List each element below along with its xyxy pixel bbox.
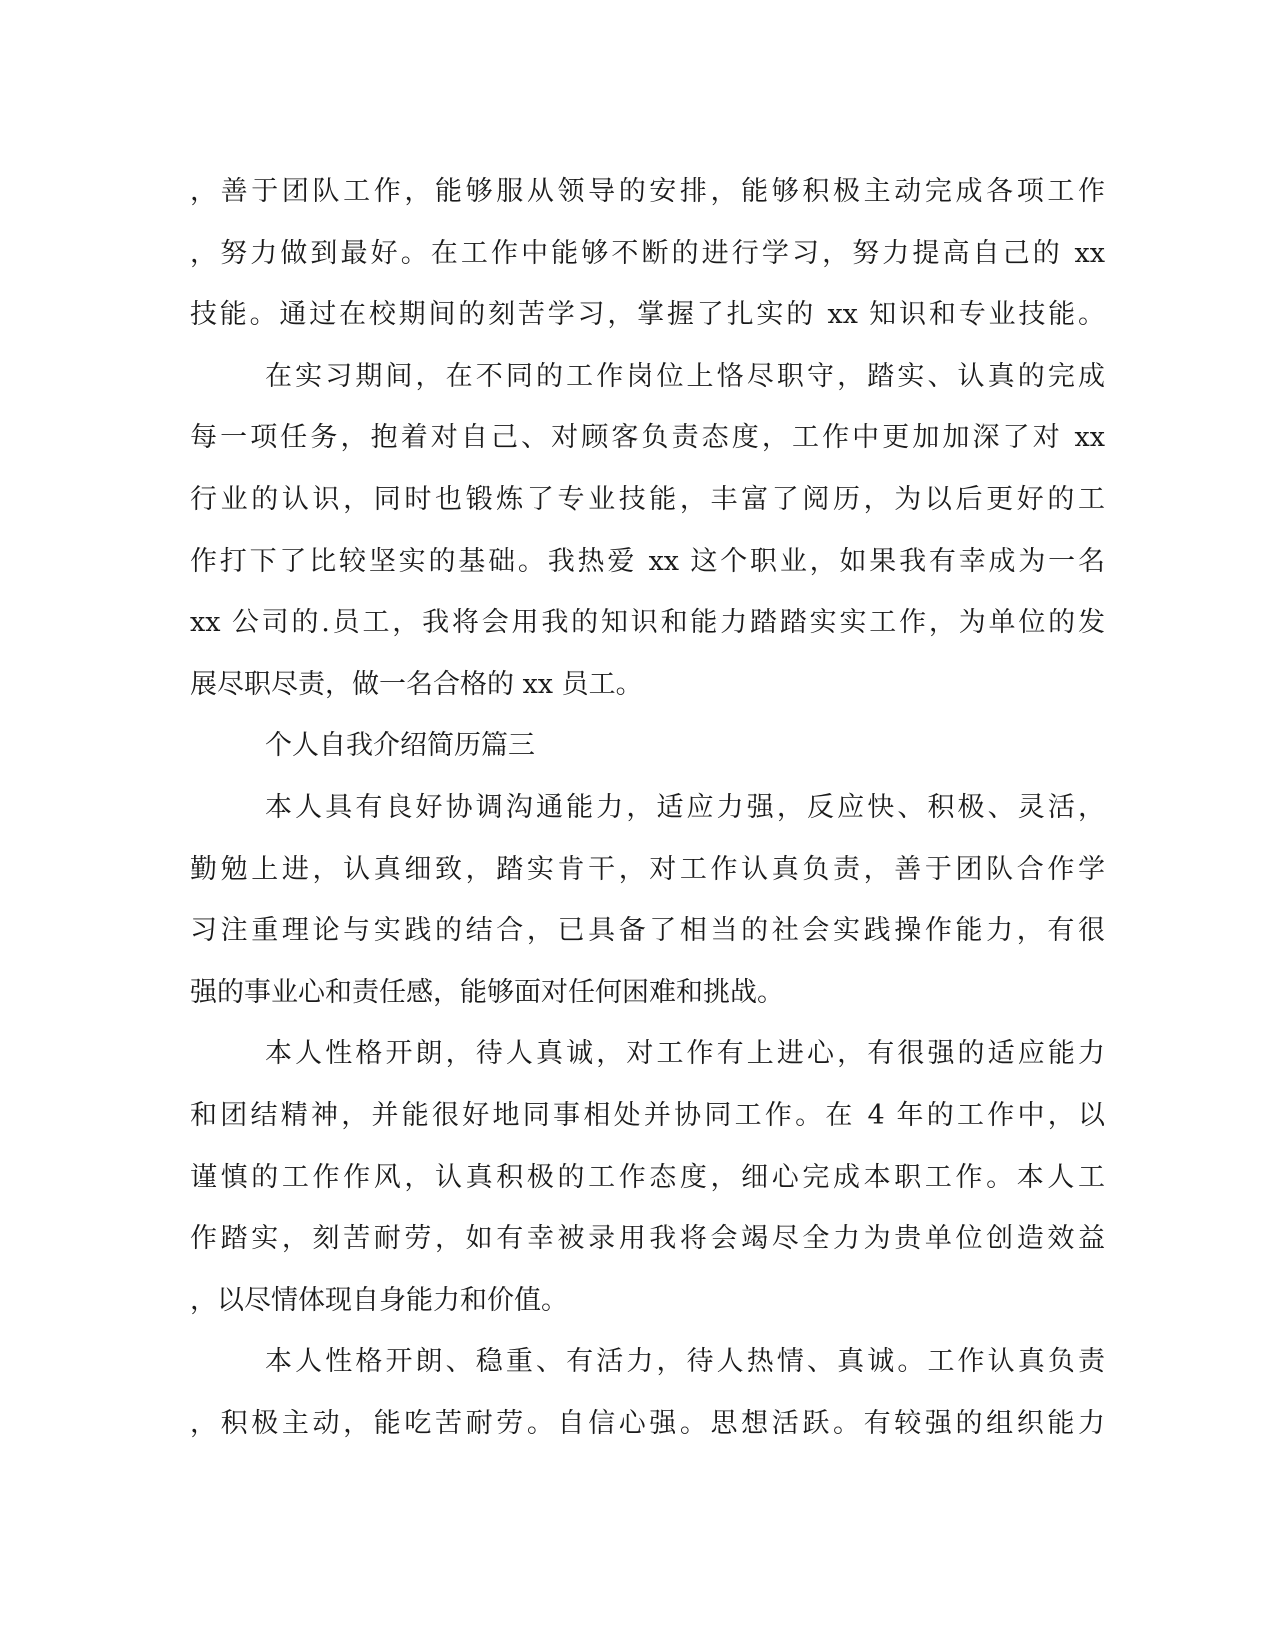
text-line: ，努力做到最好。在工作中能够不断的进行学习，努力提高自己的 xx <box>190 237 1105 269</box>
text-line: 每一项任务，抱着对自己、对顾客负责态度，工作中更加加深了对 xx <box>190 422 1105 454</box>
text-line: 作打下了比较坚实的基础。我热爱 xx 这个职业，如果我有幸成为一名 <box>190 545 1105 577</box>
text-line: ，以尽情体现自身能力和价值。 <box>190 1284 568 1316</box>
text-line: 本人性格开朗、稳重、有活力，待人热情、真诚。工作认真负责 <box>265 1346 1105 1378</box>
text-line: 谨慎的工作作风，认真积极的工作态度，细心完成本职工作。本人工 <box>190 1161 1105 1193</box>
text-line: 和团结精神，并能很好地同事相处并协同工作。在 4 年的工作中，以 <box>190 1099 1105 1131</box>
text-line: ，善于团队工作，能够服从领导的安排，能够积极主动完成各项工作 <box>190 176 1105 207</box>
text-line: 习注重理论与实践的结合，已具备了相当的社会实践操作能力，有很 <box>190 915 1105 947</box>
text-line: 作踏实，刻苦耐劳，如有幸被录用我将会竭尽全力为贵单位创造效益 <box>190 1223 1105 1255</box>
text-line: 在实习期间，在不同的工作岗位上恪尽职守，踏实、认真的完成 <box>265 360 1105 392</box>
text-line: 勤勉上进，认真细致，踏实肯干，对工作认真负责，善于团队合作学 <box>190 853 1105 885</box>
section-heading: 个人自我介绍简历篇三 <box>265 730 535 762</box>
text-line: ，积极主动，能吃苦耐劳。自信心强。思想活跃。有较强的组织能力 <box>190 1407 1105 1439</box>
text-line: 展尽职尽责，做一名合格的 xx 员工。 <box>190 668 643 700</box>
text-line: 强的事业心和责任感，能够面对任何困难和挑战。 <box>190 976 784 1008</box>
text-line: 技能。通过在校期间的刻苦学习，掌握了扎实的 xx 知识和专业技能。 <box>190 299 1105 331</box>
text-line: 本人具有良好协调沟通能力，适应力强，反应快、积极、灵活， <box>265 791 1105 823</box>
text-line: 本人性格开朗，待人真诚，对工作有上进心，有很强的适应能力 <box>265 1038 1105 1070</box>
text-line: xx 公司的.员工，我将会用我的知识和能力踏踏实实工作，为单位的发 <box>190 607 1105 639</box>
text-line: 行业的认识，同时也锻炼了专业技能，丰富了阅历，为以后更好的工 <box>190 483 1105 515</box>
